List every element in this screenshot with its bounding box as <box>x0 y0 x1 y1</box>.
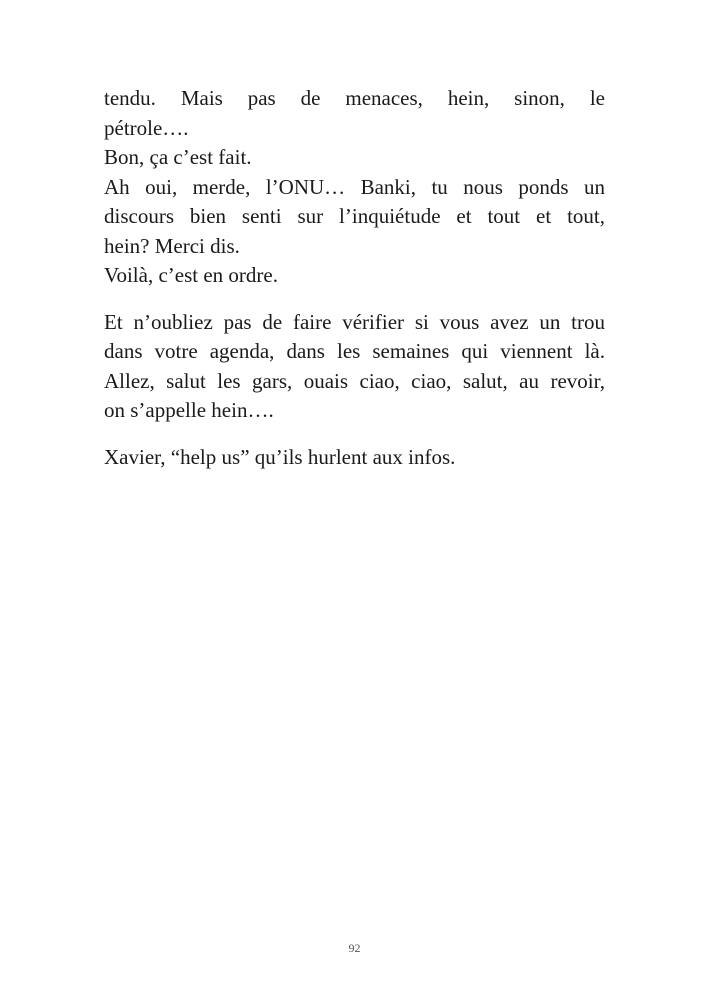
text-line: Xavier, “help us” qu’ils hurlent aux infos. <box>104 444 456 469</box>
text-line: dans votre agenda, dans les semaines qui viennent là. <box>104 339 605 363</box>
text-line: Bon, ça c’est fait. <box>104 145 252 169</box>
text-line: tendu. Mais pas de menaces, hein, sinon, le <box>104 86 605 110</box>
page-number: 92 <box>348 941 361 955</box>
text-line: Voilà, c’est en ordre. <box>104 263 278 287</box>
text-line: Et n’oubliez pas de faire vérifier si vous avez un trou <box>104 309 605 334</box>
paragraph-1 <box>104 84 605 291</box>
text-line: discours bien senti sur l’inquiétude et tout et tout, <box>104 204 605 228</box>
text-line: Allez, salut les gars, ouais ciao, ciao, salut, au revoir, <box>104 368 605 393</box>
text-line: Ah oui, merde, l’ONU… Banki, tu nous ponds un <box>104 174 605 199</box>
text-line: pétrole…. <box>104 115 189 140</box>
text-line: on s’appelle hein…. <box>104 398 274 422</box>
paragraph-2 <box>104 308 605 426</box>
paragraph-3 <box>104 443 605 473</box>
text-line: hein? Merci dis. <box>104 233 240 258</box>
body-text <box>104 84 605 489</box>
